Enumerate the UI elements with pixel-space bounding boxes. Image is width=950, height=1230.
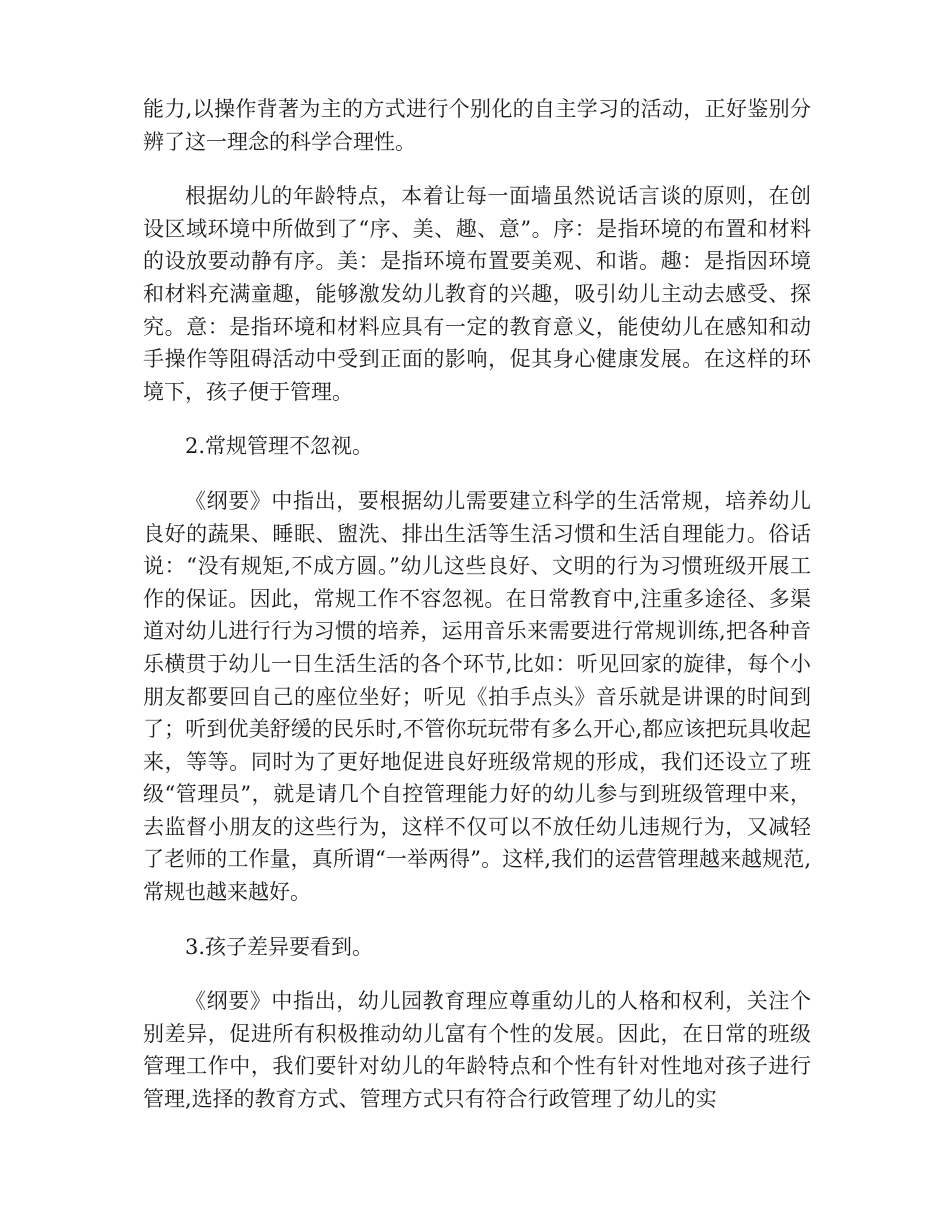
paragraph-continuation: 能力,以操作背著为主的方式进行个别化的自主学习的活动，正好鉴别分辨了这一理念的科学合理性。: [143, 97, 811, 154]
paragraph-individual-differences: 《纲要》中指出，幼儿园教育理应尊重幼儿的人格和权利，关注个别差异，促进所有积极推动幼儿富有个性的发展。因此，在日常的班级管理工作中，我们要针对幼儿的年龄特点和个性有针对性地对孩子进行管理,选择的教育方式、管理方式只有符合行政管理了幼儿的实: [143, 989, 811, 1112]
document-page: [143, 93, 811, 1138]
section-heading-individual-differences: 3.孩子差异要看到。: [185, 934, 374, 959]
paragraph-routine-management: 《纲要》中指出，要根据幼儿需要建立科学的生活常规，培养幼儿良好的蔬果、睡眠、盥洗、排出生活等生活习惯和生活自理能力。俗话说：“没有规矩,不成方圆。”幼儿这些良好、文明的行为习惯班级开展工作的保证。因此，常规工作不容忽视。在日常教育中,注重多途径、多渠道对幼儿进行行为习惯的培养，运用音乐来需要进行常规训练,把各种音乐横贯于幼儿一日生活生活的各个环节,比如：听见回家的旋律，每个小朋友都要回自己的座位坐好；听见《拍手点头》音乐就是讲课的时间到了；听到优美舒缓的民乐时,不管你玩玩带有多么开心,都应该把玩具收起来，等等。同时为了更好地促进良好班级常规的形成，我们还设立了班级“管理员”，就是请几个自控管理能力好的幼儿参与到班级管理中来，去监督小朋友的这些行为，这样不仅可以不放任幼儿违规行为，又减轻了老师的工作量，真所谓“一举两得”。这样,我们的运营管理越来越规范,常规也越来越好。: [143, 488, 811, 905]
paragraph-environment-principles: 根据幼儿的年龄特点，本着让每一面墙虽然说话言谈的原则，在创设区域环境中所做到了“序、美、趣、意”。序：是指环境的布置和材料的设放要动静有序。美：是指环境布置要美观、和谐。趣：是指因环境和材料充满童趣，能够激发幼儿教育的兴趣，吸引幼儿主动去感受、探究。意：是指环境和材料应具有一定的教育意义，能使幼儿在感知和动手操作等阻碍活动中受到正面的影响，促其身心健康发展。在这样的环境下，孩子便于管理。: [143, 184, 811, 404]
section-heading-routine-management: 2.常规管理不忽视。: [185, 434, 374, 459]
